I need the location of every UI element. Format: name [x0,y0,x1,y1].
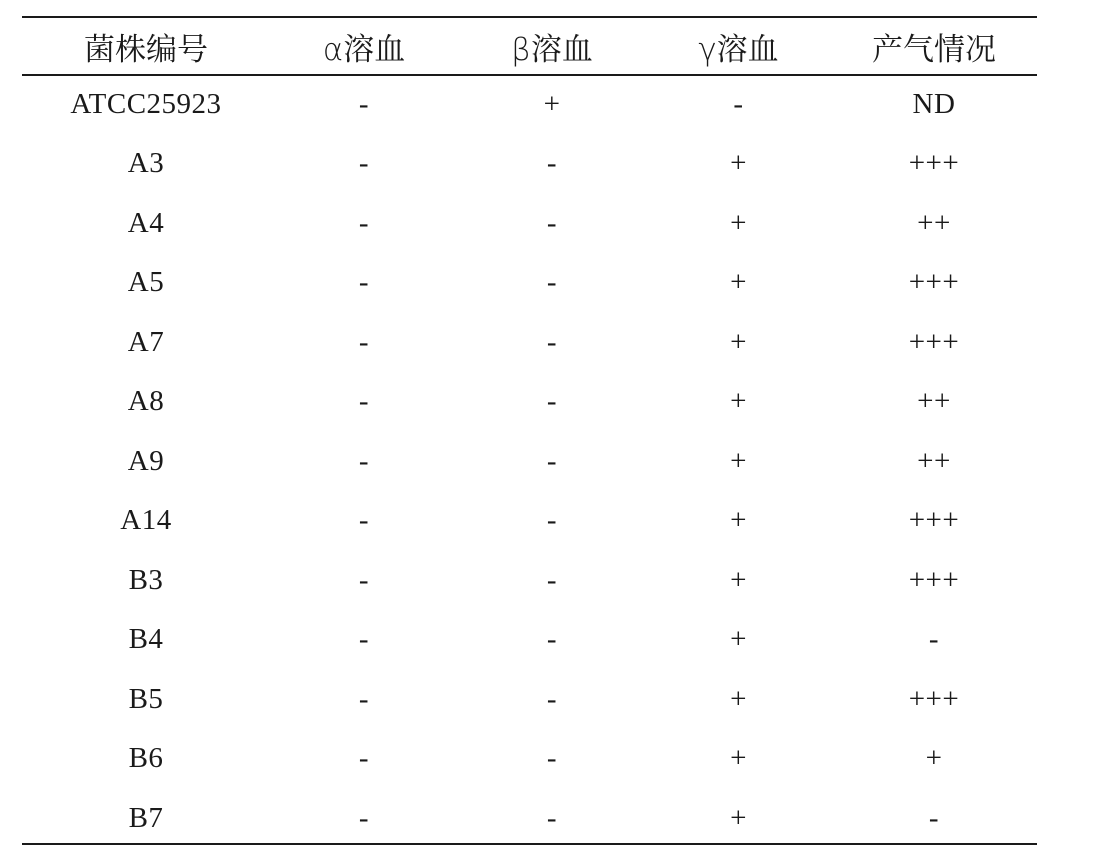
table-row [22,75,1037,134]
table-row [22,134,1037,194]
cell-gamma-hemolysis: + [730,742,747,775]
cell-gas-production: +++ [908,504,960,537]
cell-gas-production: +++ [908,266,960,299]
cell-strain-id: A8 [127,385,165,418]
table-body [22,75,1037,848]
cell-alpha-hemolysis: - [358,88,370,120]
table-row [22,313,1037,373]
cell-gas-production: - [928,623,940,656]
cell-gas-production: +++ [908,325,960,358]
table-header-row [22,18,1037,75]
cell-gas-production: +++ [908,682,960,715]
table-row [22,789,1037,849]
cell-alpha-hemolysis: - [358,682,370,715]
table-row [22,729,1037,789]
cell-gas-production: ND [912,88,956,120]
table-row [22,372,1037,432]
cell-strain-id: A7 [127,325,165,358]
cell-alpha-hemolysis: - [358,623,370,656]
header-gas-production: 产气情况 [872,32,996,68]
cell-beta-hemolysis: - [546,563,558,596]
cell-gas-production: + [925,742,943,775]
cell-beta-hemolysis: - [546,742,558,775]
cell-beta-hemolysis: - [546,504,558,537]
cell-gamma-hemolysis: + [730,801,747,834]
cell-beta-hemolysis: - [546,147,558,180]
cell-gamma-hemolysis: + [730,325,747,358]
cell-strain-id: A5 [127,266,165,299]
cell-alpha-hemolysis: - [358,147,370,180]
cell-beta-hemolysis: - [546,266,558,299]
header-alpha-hemolysis: α溶血 [322,32,406,68]
table-row [22,432,1037,492]
cell-strain-id: B5 [128,682,164,715]
cell-beta-hemolysis: - [546,444,558,477]
cell-gamma-hemolysis: - [733,88,744,120]
cell-strain-id: A9 [127,444,165,477]
cell-gamma-hemolysis: + [730,266,747,299]
cell-gas-production: - [928,801,940,834]
table-row [22,253,1037,313]
cell-strain-id: B3 [128,563,164,596]
cell-gas-production: +++ [908,563,960,596]
cell-alpha-hemolysis: - [358,742,370,775]
cell-beta-hemolysis: - [546,206,558,239]
cell-gamma-hemolysis: + [730,206,747,239]
cell-alpha-hemolysis: - [358,206,370,239]
cell-gamma-hemolysis: + [730,504,747,537]
table-row [22,670,1037,730]
table-row [22,194,1037,254]
cell-beta-hemolysis: - [546,325,558,358]
table-row [22,551,1037,611]
cell-gas-production: ++ [917,206,951,239]
hemolysis-gas-table [22,18,1037,848]
cell-beta-hemolysis: - [546,385,558,418]
cell-gamma-hemolysis: + [730,385,747,418]
cell-beta-hemolysis: - [546,682,558,715]
cell-alpha-hemolysis: - [358,444,370,477]
table-row [22,491,1037,551]
cell-gas-production: ++ [917,444,951,477]
cell-strain-id: A4 [127,206,165,239]
header-beta-hemolysis: β溶血 [511,32,593,68]
cell-gas-production: +++ [908,147,960,180]
cell-alpha-hemolysis: - [358,325,370,358]
cell-strain-id: A3 [127,147,165,180]
header-gamma-hemolysis: γ溶血 [698,32,779,68]
cell-alpha-hemolysis: - [358,385,370,418]
cell-alpha-hemolysis: - [358,801,370,834]
header-strain-id: 菌株编号 [84,32,208,68]
cell-alpha-hemolysis: - [358,504,370,537]
cell-gas-production: ++ [917,385,951,418]
cell-gamma-hemolysis: + [730,444,747,477]
cell-strain-id: A14 [120,504,172,537]
cell-beta-hemolysis: + [543,88,561,120]
cell-strain-id: B4 [128,623,164,656]
cell-strain-id: ATCC25923 [70,88,222,120]
cell-beta-hemolysis: - [546,801,558,834]
cell-beta-hemolysis: - [546,623,558,656]
cell-gamma-hemolysis: + [730,623,747,656]
table-row [22,610,1037,670]
cell-alpha-hemolysis: - [358,266,370,299]
cell-gamma-hemolysis: + [730,563,747,596]
cell-gamma-hemolysis: + [730,682,747,715]
cell-gamma-hemolysis: + [730,147,747,180]
cell-alpha-hemolysis: - [358,563,370,596]
cell-strain-id: B6 [128,742,164,775]
cell-strain-id: B7 [128,801,164,834]
